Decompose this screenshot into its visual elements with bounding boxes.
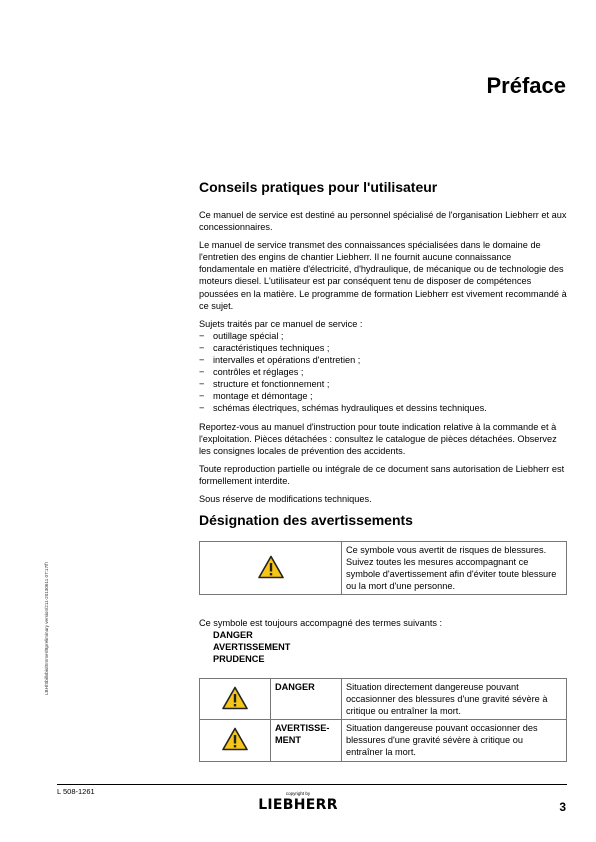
page-title: Préface bbox=[486, 73, 566, 98]
section-heading-conseils: Conseils pratiques pour l'utilisateur bbox=[199, 179, 438, 195]
table-row bbox=[200, 679, 567, 720]
signal-word: DANGER bbox=[271, 679, 342, 720]
list-item: − contrôles et réglages ; bbox=[199, 367, 304, 378]
list-intro: Sujets traités par ce manuel de service : bbox=[199, 318, 363, 329]
term-prudence: PRUDENCE bbox=[213, 654, 265, 665]
warning-icon-cell bbox=[200, 679, 271, 720]
list-item: − outillage spécial ; bbox=[199, 330, 284, 341]
term-danger: DANGER bbox=[213, 630, 253, 641]
list-item: − structure et fonctionnement ; bbox=[199, 379, 330, 390]
paragraph: Le manuel de service transmet des connaissances spécialisées dans le domaine de l'entretien des engins de chantier Liebherr. Il ne fournit aucune connaissance fondamentale en matière d'électricité, d'hydraulique, de mécanique ou de technologie des moteurs diesel. L'utilisateur est par conséquent tenu de disposer de compétences poussées en la matière. Le programme de formation Liebherr est vivement recommandé à ce sujet. bbox=[199, 240, 567, 311]
list-item: − caractéristiques techniques ; bbox=[199, 342, 330, 353]
warning-triangle-icon bbox=[258, 555, 284, 579]
liebherr-logo: LIEBHERR bbox=[258, 797, 338, 813]
section-body-conseils bbox=[199, 209, 567, 511]
warning-triangle-icon bbox=[222, 727, 248, 751]
signal-description: Situation directement dangereuse pouvant occasionner des blessures d'une gravité sévère à critique ou entraîner la mort. bbox=[342, 679, 567, 720]
paragraph: Sous réserve de modifications techniques. bbox=[199, 493, 372, 504]
list-item: − intervalles et opérations d'entretien ; bbox=[199, 355, 361, 366]
copyright-label: copyright by bbox=[285, 791, 311, 796]
document-number: L 508-1261 bbox=[57, 787, 95, 796]
paragraph: Reportez-vous au manuel d'instruction pour toute indication relative à la commande et à l'exploitation. Pièces détachées : consultez le catalogue de pièces détachées. Observez les consignes locales de prévention des accidents. bbox=[199, 421, 557, 456]
list-item: − montage et démontage ; bbox=[199, 391, 313, 402]
warning-symbol-table bbox=[199, 541, 567, 595]
warning-icon-cell bbox=[200, 720, 271, 761]
signal-description: Situation dangereuse pouvant occasionner des blessures d'une gravité sévère à critique ou entraîner la mort. bbox=[342, 720, 567, 761]
sidebar-version-stamp: LBH/Sbillsbis/Emmer/Bpreliminary version/211-20130611 07:17/fr bbox=[44, 561, 49, 695]
paragraph: Ce manuel de service est destiné au personnel spécialisé de l'organisation Liebherr et aux concessionnaires. bbox=[199, 210, 567, 233]
section-heading-avertissements: Désignation des avertissements bbox=[199, 512, 413, 528]
signal-word: AVERTISSE-MENT bbox=[271, 720, 342, 761]
page-number: 3 bbox=[559, 800, 566, 814]
list-item: − schémas électriques, schémas hydrauliques et dessins techniques. bbox=[199, 403, 487, 414]
signal-words-table bbox=[199, 678, 567, 762]
terms-block bbox=[199, 617, 567, 665]
terms-intro: Ce symbole est toujours accompagné des termes suivants : bbox=[199, 618, 443, 628]
footer-rule bbox=[57, 784, 567, 785]
warning-icon-cell bbox=[200, 542, 342, 595]
paragraph: Toute reproduction partielle ou intégrale de ce document sans autorisation de Liebherr est formellement interdite. bbox=[199, 463, 565, 486]
table-row bbox=[200, 720, 567, 761]
term-avertissement: AVERTISSEMENT bbox=[213, 642, 291, 653]
warning-symbol-description: Ce symbole vous avertit de risques de blessures. Suivez toutes les mesures accompagnant ce symbole d'avertissement afin d'éviter toute blessure ou la mort d'une personne. bbox=[342, 542, 567, 595]
topics-list bbox=[199, 330, 567, 415]
warning-triangle-icon bbox=[222, 686, 248, 710]
